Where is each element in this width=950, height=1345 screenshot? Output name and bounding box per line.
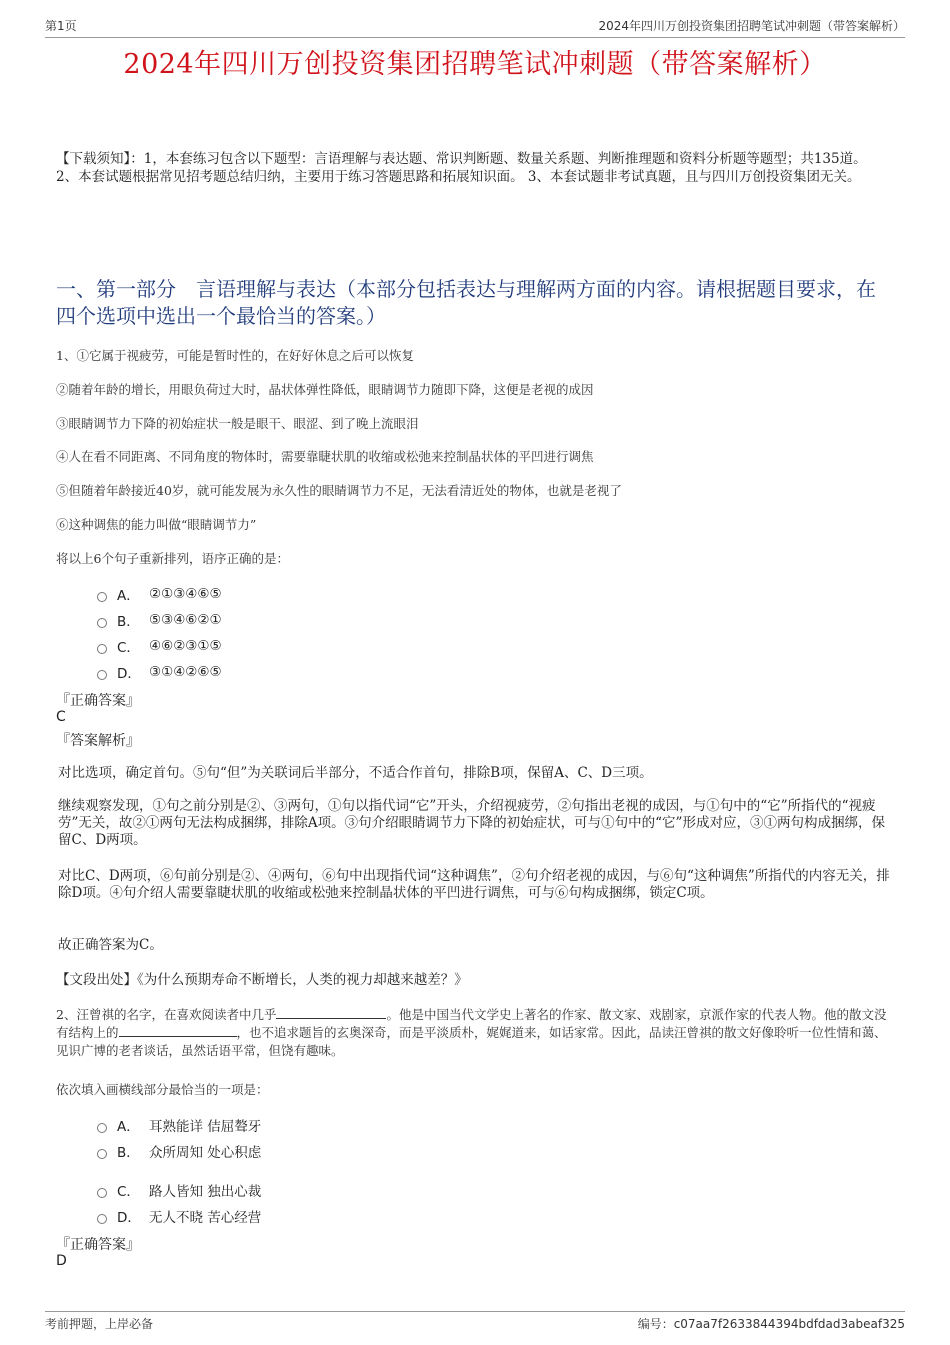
- q1-sentence-4: ④人在看不同距离、不同角度的物体时，需要靠睫状肌的收缩或松弛来控制晶状体的平凹进行调焦: [56, 449, 594, 464]
- q1-option-d[interactable]: D． ③①④②⑥⑤: [97, 662, 222, 682]
- q2-prompt: 依次填入画横线部分最恰当的一项是：: [56, 1082, 269, 1097]
- radio-icon[interactable]: [97, 644, 107, 654]
- q2-answer: D: [56, 1253, 67, 1269]
- q1-option-b[interactable]: B． ⑤③④⑥②①: [97, 610, 222, 630]
- q1-sentence-2: ②随着年龄的增长，用眼负荷过大时，晶状体弹性降低，眼睛调节力随即下降，这便是老视的成因: [56, 382, 594, 397]
- q1-option-c[interactable]: C． ④⑥②③①⑤: [97, 636, 222, 656]
- answer-blank: [276, 1006, 386, 1019]
- q1-analysis-2: 继续观察发现，①句之前分别是②、③两句，①句以指代词“它”开头，介绍视疲劳，②句指出老视的成因，与①句中的“它”所指代的“视疲劳”无关，故②①两句无法构成捆绑，排除A项。③句介绍眼睛调节力下降的初始症状，可与①句中的“它”形成对应，③①两句构成捆绑，保留C、D两项。: [58, 798, 885, 848]
- q2-option-d[interactable]: D． 无人不晓 苦心经营: [97, 1206, 261, 1226]
- footer-doc-id: 编号：c07aa7f2633844394bdfdad3abeaf325: [637, 1317, 905, 1331]
- radio-icon[interactable]: [97, 618, 107, 628]
- q2-option-a[interactable]: A． 耳熟能详 佶屈聱牙: [97, 1115, 261, 1135]
- radio-icon[interactable]: [97, 592, 107, 602]
- q2-option-b[interactable]: B． 众所周知 处心积虑: [97, 1141, 261, 1161]
- radio-icon[interactable]: [97, 1123, 107, 1133]
- q2-option-c[interactable]: C． 路人皆知 独出心裁: [97, 1180, 261, 1200]
- radio-icon[interactable]: [97, 1214, 107, 1224]
- q1-sentence-6: ⑥这种调焦的能力叫做“眼睛调节力”: [56, 517, 257, 532]
- q1-analysis-label: 『答案解析』: [56, 733, 140, 749]
- download-notice: 【下载须知】：1，本套练习包含以下题型：言语理解与表达题、常识判断题、数量关系题、判断推理题和资料分析题等题型；共135道。 2、本套试题根据常见招考题总结归纳，主要用于练习答题思路和拓展知识面。 3、本套试题非考试真题，且与四川万创投资集团无关。: [56, 151, 867, 185]
- q1-analysis-3: 对比C、D两项，⑥句前分别是②、④两句，⑥句中出现指代词“这种调焦”，②句介绍老视的成因，与⑥句“这种调焦”所指代的内容无关，排除D项。④句介绍人需要靠睫状肌的收缩或松弛来控制晶状体的平凹进行调焦，可与⑥句构成捆绑，锁定C项。: [58, 868, 890, 901]
- q1-sentence-5: ⑤但随着年龄接近40岁，就可能发展为永久性的眼睛调节力不足，无法看清近处的物体，也就是老视了: [56, 483, 622, 498]
- radio-icon[interactable]: [97, 670, 107, 680]
- page-header: [45, 14, 905, 38]
- page-footer: [45, 1311, 905, 1332]
- page-number: 第1页: [45, 19, 77, 33]
- q1-analysis-4: 故正确答案为C。: [58, 937, 163, 953]
- q2-stem: 2、汪曾祺的名字，在喜欢阅读者中几乎 。他是中国当代文学史上著名的作家、散文家、戏剧家，京派作家的代表人物。他的散文没有结构上的 ，也不追求题旨的玄奥深奇，而是平淡质朴，娓娓道来，如话家常。因此，品读汪曾祺的散文好像聆听一位性情和蔼、见识广博的老者谈话，虽然话语平常，但饶有趣味。: [56, 1007, 887, 1058]
- answer-blank: [119, 1024, 237, 1037]
- footer-slogan: 考前押题，上岸必备: [45, 1317, 154, 1331]
- q1-analysis-1: 对比选项，确定首句。⑤句“但”为关联词后半部分，不适合作首句，排除B项，保留A、C、D三项。: [58, 765, 653, 781]
- q1-answer: C: [56, 709, 66, 725]
- header-doc-title: 2024年四川万创投资集团招聘笔试冲刺题（带答案解析）: [598, 19, 905, 33]
- document-title: 2024年四川万创投资集团招聘笔试冲刺题（带答案解析）: [123, 49, 827, 80]
- radio-icon[interactable]: [97, 1188, 107, 1198]
- section-title: 一、第一部分 言语理解与表达（本部分包括表达与理解两方面的内容。请根据题目要求，在四个选项中选出一个最恰当的答案。）: [56, 277, 876, 328]
- q2-answer-label: 『正确答案』: [56, 1237, 140, 1253]
- q1-prompt: 将以上6个句子重新排列，语序正确的是：: [56, 551, 289, 566]
- q1-option-a[interactable]: A． ②①③④⑥⑤: [97, 584, 222, 604]
- q1-source: 【文段出处】《为什么预期寿命不断增长，人类的视力却越来越差？》: [56, 972, 468, 988]
- q1-answer-label: 『正确答案』: [56, 693, 140, 709]
- radio-icon[interactable]: [97, 1149, 107, 1159]
- q1-sentence-3: ③眼睛调节力下降的初始症状一般是眼干、眼涩、到了晚上流眼泪: [56, 416, 419, 431]
- q1-sentence-1: 1、①它属于视疲劳，可能是暂时性的，在好好休息之后可以恢复: [56, 348, 414, 363]
